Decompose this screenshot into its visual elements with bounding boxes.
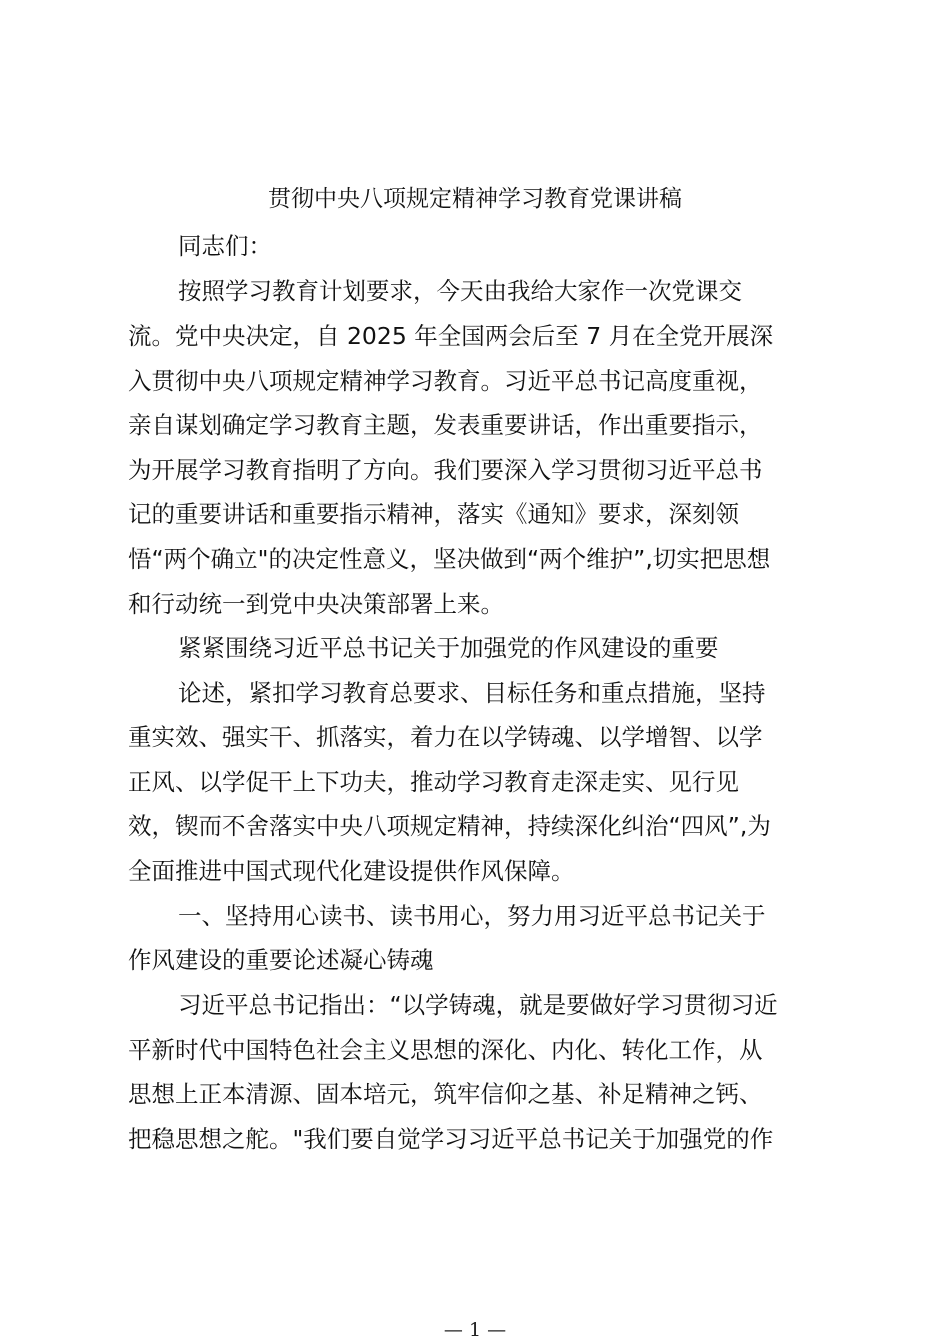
body-line: 思想上正本清源、固本培元，筑牢信仰之基、补足精神之钙、 bbox=[128, 1080, 763, 1108]
body-line: 平新时代中国特色社会主义思想的深化、内化、转化工作，从 bbox=[128, 1036, 763, 1064]
page-number: — 1 — bbox=[443, 1319, 507, 1341]
body-line: 正风、以学促干上下功夫，推动学习教育走深走实、见行见 bbox=[128, 768, 739, 796]
body-line: 入贯彻中央八项规定精神学习教育。习近平总书记高度重视， bbox=[128, 367, 763, 395]
body-line: 全面推进中国式现代化建设提供作风保障。 bbox=[128, 857, 575, 885]
body-line: 习近平总书记指出：“以学铸魂，就是要做好学习贯彻习近 bbox=[178, 991, 778, 1019]
body-line: 按照学习教育计划要求，今天由我给大家作一次党课交 bbox=[178, 277, 742, 305]
section-heading-line: 作风建设的重要论述凝心铸魂 bbox=[128, 946, 434, 974]
body-line: 论述，紧扣学习教育总要求、目标任务和重点措施，坚持 bbox=[178, 679, 766, 707]
body-line: 和行动统一到党中央决策部署上来。 bbox=[128, 590, 504, 618]
body-line: 悟“两个确立"的决定性意义，坚决做到“两个维护”,切实把思想 bbox=[128, 545, 771, 573]
body-line: 重实效、强实干、抓落实，着力在以学铸魂、以学增智、以学 bbox=[128, 723, 763, 751]
body-line: 记的重要讲话和重要指示精神，落实《通知》要求，深刻领 bbox=[128, 500, 739, 528]
salutation-line: 同志们： bbox=[178, 232, 272, 260]
body-line: 流。党中央决定，自 2025 年全国两会后至 7 月在全党开展深 bbox=[128, 322, 774, 350]
body-line: 效，锲而不舍落实中央八项规定精神，持续深化纠治“四风”,为 bbox=[128, 812, 771, 840]
body-line: 紧紧围绕习近平总书记关于加强党的作风建设的重要 bbox=[178, 634, 719, 662]
body-line: 把稳思想之舵。"我们要自觉学习习近平总书记关于加强党的作 bbox=[128, 1125, 774, 1153]
body-line: 为开展学习教育指明了方向。我们要深入学习贯彻习近平总书 bbox=[128, 456, 763, 484]
document-title: 贯彻中央八项规定精神学习教育党课讲稿 bbox=[268, 186, 682, 212]
section-heading-line: 一、坚持用心读书、读书用心，努力用习近平总书记关于 bbox=[178, 902, 766, 930]
body-line: 亲自谋划确定学习教育主题，发表重要讲话，作出重要指示， bbox=[128, 411, 763, 439]
